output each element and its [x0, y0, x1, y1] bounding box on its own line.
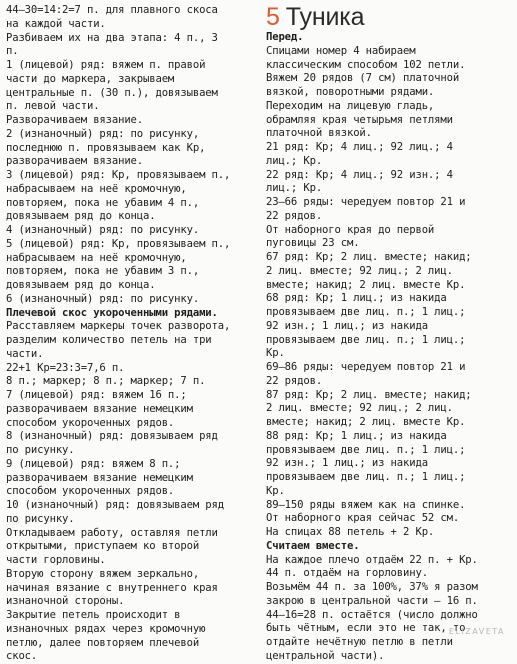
text-line: Спицами номер 4 набираем — [266, 44, 416, 57]
text-line: повторяем, пока не убавим 3 п., — [6, 265, 200, 278]
text-line: 22 ряд: Кр; 4 лиц.; 92 изн.; 4 — [266, 168, 453, 181]
text-line: набрасываем на неё кромочную, — [6, 182, 187, 195]
right-text-column — [266, 5, 513, 664]
subheading-line: Плечевой скос укороченными рядами. — [6, 306, 218, 319]
section-heading — [266, 3, 513, 31]
text-line: набрасываем на неё кромочную, — [6, 251, 187, 264]
text-line: части до маркера, закрываем — [6, 72, 175, 85]
text-line: Вторую сторону вяжем зеркально, — [6, 567, 200, 580]
text-line: классическим способом 102 петли. — [266, 58, 466, 71]
text-line: Вяжем 20 рядов (7 см) платочной — [266, 72, 460, 85]
text-line: Закрытие петель происходит в — [6, 609, 181, 621]
text-line: закрою в центральной части – 16 п. — [266, 594, 478, 607]
text-line: 23–66 ряды: чередуем повтор 21 и — [266, 196, 466, 208]
text-line: довязываем ряд до конца. — [6, 279, 156, 291]
text-line: 8 п.; маркер; 8 п.; маркер; 7 п. — [6, 375, 206, 388]
text-line: способом укороченных рядов. — [6, 416, 175, 429]
text-line: Кр. — [266, 484, 285, 497]
text-line: 3 (лицевой) ряд: Кр, провязываем п., — [6, 169, 231, 181]
text-line: платочной вязкой. — [266, 127, 372, 140]
text-line: лиц.; Кр. — [266, 154, 323, 167]
text-line: 92 изн.; 1 лиц.; из накида — [266, 457, 428, 470]
text-line: Разбиваем их на два этапа: 4 п., 3 — [6, 31, 218, 44]
text-line: разделим количество петель на три — [6, 334, 212, 346]
text-line: 89–150 ряды вяжем как на спинке. — [266, 498, 466, 511]
section-title: Туника — [285, 3, 365, 31]
text-line: последнюю п. провязываем как Кр, — [6, 141, 206, 154]
text-line: провязываем две лиц. п.; 1 лиц.; — [266, 306, 466, 318]
text-line: провязываем две лиц. п.; 1 лиц.; — [266, 333, 466, 346]
right-text-lines — [266, 31, 513, 664]
text-line: петлю, далее повторяем плечевой — [6, 636, 200, 649]
text-line: На спицах 88 петель + 2 Кр. — [266, 526, 435, 538]
text-line: 4 (изнаночный) ряд: по рисунку. — [6, 224, 200, 236]
text-line: 22 рядов. — [266, 374, 323, 387]
text-line: провязываем две лиц. п.; 1 лиц.; — [266, 443, 466, 456]
text-line: отдайте нечётную петлю в петли — [266, 636, 453, 648]
text-line: 92 изн.; 1 лиц.; из накида — [266, 319, 428, 332]
text-line: скос. — [6, 650, 38, 663]
text-line: провязываем две лиц. п.; 1 лиц.; — [266, 471, 466, 483]
text-line: 9 (лицевой) ряд: вяжем 8 п.; — [6, 457, 181, 470]
text-line: Возьмём 44 п. за 100%, 37% я разом — [266, 581, 478, 593]
text-line: центральные п. (30 п.), довязываем — [6, 86, 218, 99]
text-line: разворачиваем вязание немецким — [6, 471, 193, 484]
subheading-line: Перед. — [266, 31, 304, 43]
text-line: Кр. — [266, 347, 285, 360]
text-line: 7 (лицевой) ряд: вяжем 16 п.; — [6, 389, 187, 401]
text-line: вязкой, поворотными рядами. — [266, 86, 435, 98]
text-line: пуговицы 23 см. — [266, 237, 360, 250]
text-line: открытыми, приступаем ко второй — [6, 540, 200, 553]
text-line: части. — [6, 347, 44, 360]
text-line: быть чётным, если это не так, то — [266, 622, 466, 635]
text-line: 88 ряд: Кр; 1 лиц.; из накида — [266, 429, 447, 442]
text-line: Переходим на лицевую гладь, — [266, 99, 435, 112]
text-line: 2 (изнаночный) ряд: по рисунку, — [6, 127, 200, 140]
text-line: способом укороченных рядов. — [6, 485, 175, 498]
text-line: изнаночной стороны. — [6, 595, 125, 608]
text-line: разворачиваем вязание немецким — [6, 402, 193, 415]
text-line: п. левой части. — [6, 100, 100, 113]
text-line: повторяем, пока не убавим 4 п., — [6, 196, 200, 209]
text-line: 67 ряд: Кр; 2 лиц. вместе; накид; — [266, 251, 472, 263]
text-line: вместе; накид; 2 лиц. вместе Кр. — [266, 416, 466, 428]
text-line: 44–16=28 п. остаётся (число должно — [266, 608, 478, 621]
text-line: на каждой части. — [6, 17, 106, 30]
text-line: лиц.; Кр. — [266, 182, 323, 195]
text-line: 68 ряд: Кр; 1 лиц.; из накида — [266, 292, 447, 305]
text-line: Откладываем работу, оставляя петли — [6, 526, 218, 539]
text-line: Разворачиваем вязание. — [6, 114, 144, 126]
text-line: 1 (лицевой) ряд: вяжем п. правой — [6, 59, 206, 71]
text-line: 5 (лицевой) ряд: Кр, провязываем п., — [6, 237, 231, 250]
text-line: 22+1 Кр=23:3=7,6 п. — [6, 361, 125, 374]
text-line: 2 лиц. вместе; 92 лиц.; 2 лиц. — [266, 264, 453, 277]
text-line: обрамляя края четырьмя петлями — [266, 113, 453, 126]
text-line: Расставляем маркеры точек разворота, — [6, 320, 231, 333]
text-line: 8 (изнаночный) ряд: довязываем ряд — [6, 430, 218, 443]
text-line: 44–30=14:2=7 п. для плавного скоса — [6, 4, 218, 16]
text-line: по рисунку. — [6, 512, 75, 525]
watermark: ELIZAVETA — [448, 627, 505, 636]
text-line: центральной части). — [266, 649, 385, 662]
left-text-column — [6, 4, 264, 664]
text-line: начиная вязание с внутреннего края — [6, 581, 218, 594]
text-line: изнаночных рядах через кромочную — [6, 622, 206, 635]
text-line: 69–86 ряды: чередуем повтор 21 и — [266, 361, 466, 373]
text-line: На каждое плечо отдаём 22 п. + Кр. — [266, 553, 478, 566]
text-line: 87 ряд: Кр; 2 лиц. вместе; накид; — [266, 388, 472, 401]
text-line: разворачиваем вязание. — [6, 155, 144, 168]
text-line: по рисунку. — [6, 444, 75, 456]
subheading-line: Считаем вместе. — [266, 539, 360, 552]
text-line: п. — [6, 45, 19, 58]
text-line: От наборного края до первой — [266, 223, 435, 236]
text-line: довязываем ряд до конца. — [6, 210, 156, 223]
text-line: вместе; накид; 2 лиц. вместе Кр. — [266, 278, 466, 291]
text-line: От наборного края сейчас 52 см. — [266, 512, 460, 525]
text-line: 44 п. отдаём на горловину. — [266, 567, 428, 580]
section-number: 5 — [266, 3, 280, 31]
text-line: 2 лиц. вместе; 92 лиц.; 2 лиц. — [266, 402, 453, 415]
text-line: 10 (изнаночный) ряд: довязываем ряд — [6, 499, 224, 511]
text-line: 21 ряд: Кр; 4 лиц.; 92 лиц.; 4 — [266, 141, 453, 153]
text-line: части горловины. — [6, 554, 106, 566]
text-line: 22 рядов. — [266, 209, 323, 222]
text-line: 6 (изнаночный) ряд: по рисунку. — [6, 292, 200, 305]
